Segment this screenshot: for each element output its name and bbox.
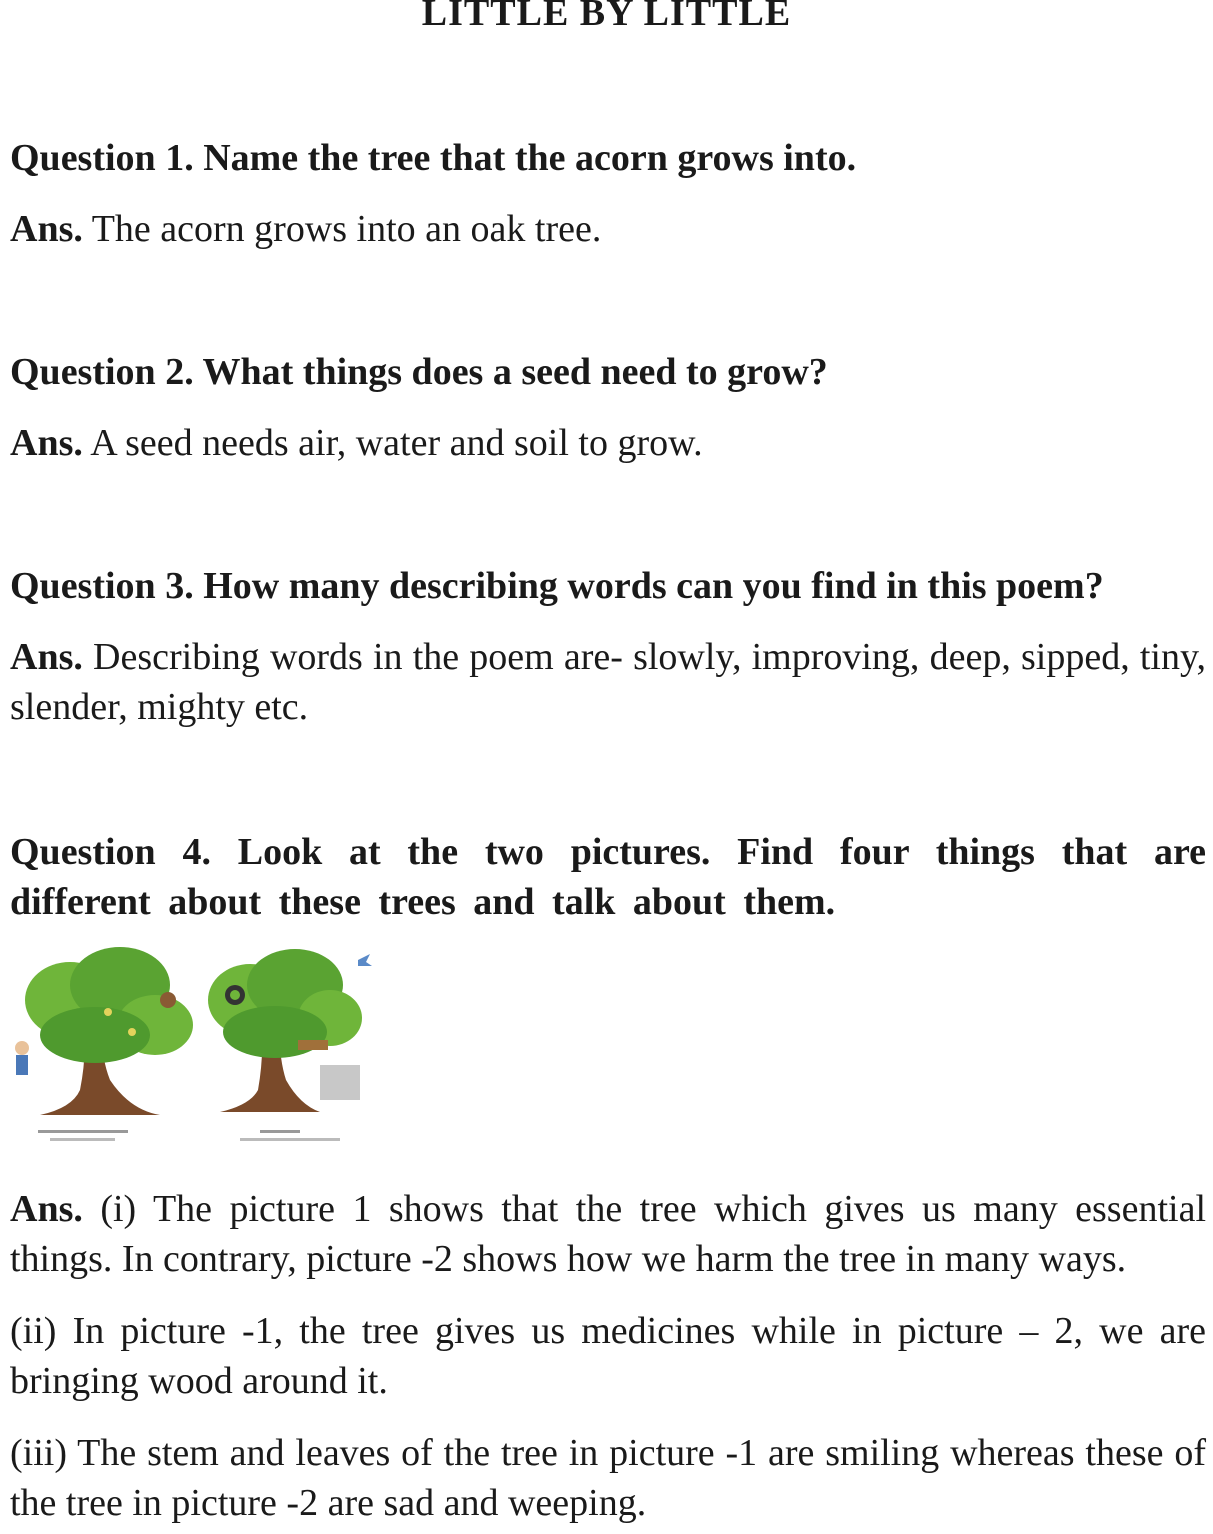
answer-4-i-text: (i) The picture 1 shows that the tree which gives us many essential things. In contrary, picture -2 shows how we harm the tree in many ways. [10, 1188, 1207, 1280]
answer-label: Ans. [10, 422, 83, 464]
tree-pictures [10, 940, 380, 1155]
question-3: Question 3. How many describing words can you find in this poem? [10, 565, 1104, 607]
child-figure [15, 1041, 29, 1055]
answer-3-text: Describing words in the poem are- slowly, improving, deep, sipped, tiny, slender, mighty etc. [10, 636, 1206, 728]
question-1: Question 1. Name the tree that the acorn grows into. [10, 137, 857, 179]
answer-label: Ans. [10, 636, 83, 678]
answer-1-text: The acorn grows into an oak tree. [91, 208, 602, 250]
question-4: Question 4. Look at the two pictures. Find four things that are different about these trees and talk about them. [10, 831, 1206, 923]
question-2: Question 2. What things does a seed need to grow? [10, 351, 828, 393]
answer-label: Ans. [10, 208, 83, 250]
answer-2 [10, 418, 1206, 468]
answer-label: Ans. [10, 1188, 83, 1230]
two-trees-illustration [10, 940, 380, 1155]
answer-4-iii: (iii) The stem and leaves of the tree in picture -1 are smiling whereas these of the tree in picture -2 are sad and weeping. [10, 1432, 1206, 1524]
page-title: LITTLE BY LITTLE [421, 0, 792, 34]
answer-4-i [10, 1184, 1206, 1284]
answer-2-text: A seed needs air, water and soil to grow. [90, 422, 703, 464]
answer-3 [10, 632, 1206, 732]
picture-1-tree [15, 947, 193, 1141]
answer-4-ii: (ii) In picture -1, the tree gives us medicines while in picture – 2, we are bringing wood around it. [10, 1310, 1206, 1402]
answer-1 [10, 204, 1206, 254]
picture-2-tree [208, 949, 372, 1141]
